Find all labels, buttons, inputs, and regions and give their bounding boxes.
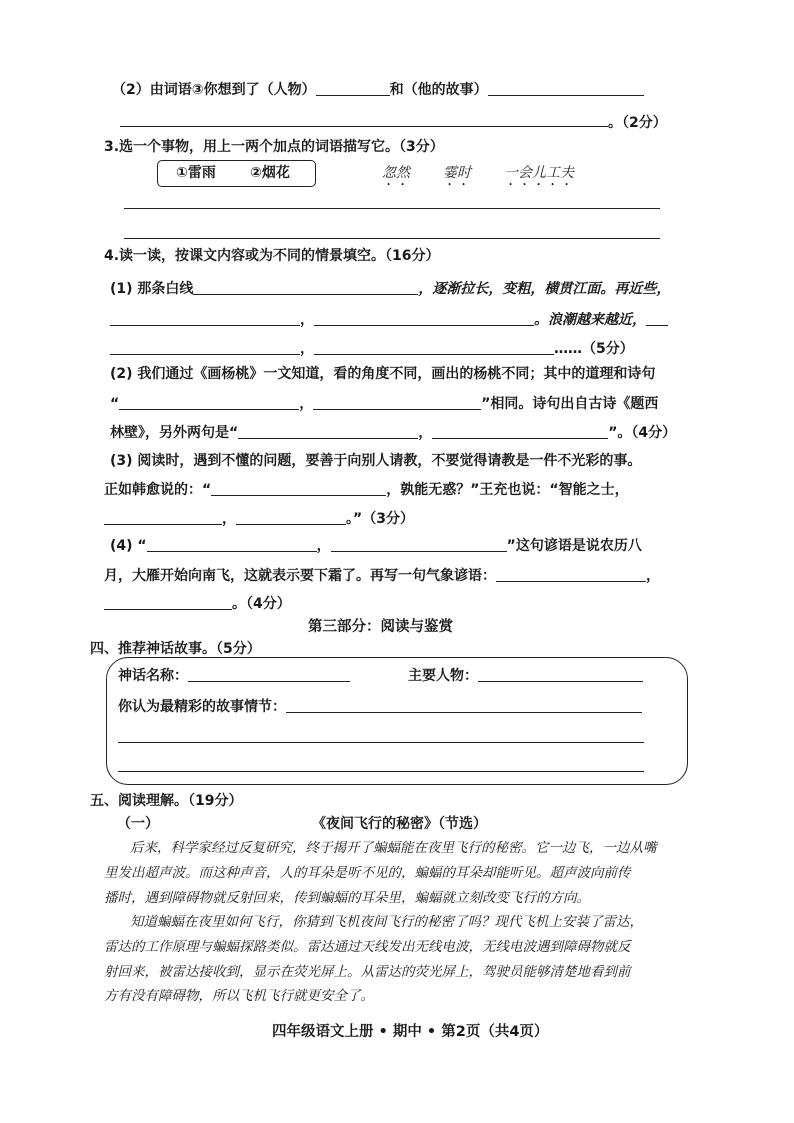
q4-1-end: ……（5分） (554, 341, 634, 357)
sec4-plot-label: 你认为最精彩的故事情节： (118, 699, 286, 715)
q3-word-1: 忽然 (382, 165, 410, 181)
q4-4-blank-d[interactable] (104, 594, 232, 610)
q4-2-blank-b[interactable] (313, 394, 481, 410)
q4-2-line3-prompt: 林壁》，另外两句是“ (110, 425, 239, 441)
sec4-char-blank[interactable] (478, 666, 643, 682)
sec4-name-row (118, 666, 350, 686)
sec4-plot-row (118, 697, 642, 717)
q4-2-line2 (110, 394, 658, 414)
passage-p2-l2: 雷达的工作原理与蝙蝠探路类似。雷达通过天线发出无线电波，无线电波遇到障碍物就反 (104, 939, 631, 955)
q4-3-line2 (104, 480, 629, 500)
q2-2-line (112, 80, 644, 100)
q3-option-1: ①雷雨 (176, 165, 216, 181)
q3-word-2: 霎时 (443, 165, 471, 181)
q4-1-blank-f[interactable] (314, 339, 554, 355)
q4-1-blank-b[interactable] (110, 310, 300, 326)
answer-blank-story[interactable] (488, 80, 644, 96)
sec4-name-blank[interactable] (188, 666, 350, 682)
q2-2-mid: 和（他的故事） (389, 82, 488, 98)
q4-4-line3 (104, 594, 291, 614)
part3-title: 第三部分：阅读与鉴赏 (308, 619, 453, 635)
q4-4-blank-c[interactable] (496, 566, 646, 582)
q4-3-prompt: 正如韩愈说的：“ (104, 482, 212, 498)
q3-answer-line-2[interactable] (124, 238, 660, 239)
sec4-char-label: 主要人物： (408, 668, 478, 684)
q4-2-tail: ”相同。诗句出自古诗《题西 (481, 396, 659, 412)
q4-3-blank-a[interactable] (211, 480, 386, 496)
q4-4-blank-a[interactable] (147, 536, 317, 552)
passage-title: 《夜间飞行的秘密》（节选） (312, 816, 487, 832)
q4-1-blank-a[interactable] (193, 279, 418, 295)
answer-blank-person[interactable] (316, 80, 390, 96)
q4-1-line1 (110, 279, 670, 299)
comma: ， (299, 396, 314, 412)
q3-option-2: ②烟花 (250, 165, 290, 181)
q4-2-end: ”。（4分） (608, 425, 677, 441)
q3-title: 3.选一个事物，用上一两个加点的词语描写它。（3分） (104, 139, 444, 155)
passage-p2-l3: 射回来，被雷达接收到，显示在荧光屏上。从雷达的荧光屏上，驾驶员能够清楚地看到前 (104, 964, 631, 980)
comma: ， (316, 538, 331, 554)
passage-p1-l1: 后来，科学家经过反复研究，终于揭开了蝙蝠能在夜里飞行的秘密。它一边飞，一边从嘴 (130, 840, 657, 856)
q4-3-end: 。”（3分） (346, 511, 414, 527)
q4-1-line3 (110, 339, 634, 359)
sec5-title: 五、阅读理解。（19分） (90, 793, 243, 809)
q4-1-line2 (110, 310, 668, 330)
q4-1-quote-mid: 。浪潮越来越近， (534, 312, 646, 328)
comma: ， (222, 511, 236, 527)
q4-4-line2-text: 月，大雁开始向南飞，这就表示要下霜了。再写一句气象谚语： (104, 568, 496, 584)
q4-3-blank-b[interactable] (104, 509, 222, 525)
q4-3-line1: (3) 阅读时，遇到不懂的问题，要善于向别人请教，不要觉得请教是一件不光彩的事。 (110, 453, 642, 469)
q4-4-line2 (104, 566, 660, 586)
q4-3-line3 (104, 509, 414, 529)
comma: ， (300, 341, 314, 357)
sec4-plot-line-3[interactable] (118, 771, 644, 772)
q4-4-line1 (110, 536, 642, 556)
passage-p1-l2: 里发出超声波。而这种声音，人的耳朵是听不见的，蝙蝠的耳朵却能听见。超声波向前传 (104, 865, 631, 881)
q3-word-3: 一会儿工夫 (504, 165, 574, 181)
sec5-sub: （一） (117, 816, 159, 832)
passage-p2-l4: 方有没有障碍物，所以飞机飞行就更安全了。 (104, 988, 374, 1004)
q4-2-line3 (110, 423, 676, 443)
q4-title: 4.读一读，按课文内容或为不同的情景填空。（16分） (104, 248, 440, 264)
q4-4-blank-b[interactable] (331, 536, 507, 552)
q4-3-blank-c[interactable] (236, 509, 346, 525)
q4-1-prompt: (1) 那条白线 (110, 281, 194, 297)
q4-1-blank-e[interactable] (110, 339, 300, 355)
comma: ， (418, 425, 433, 441)
q4-3-mid: ，孰能无惑？”王充也说：“智能之士， (386, 482, 629, 498)
comma: ， (300, 312, 314, 328)
comma: ， (646, 568, 660, 584)
q4-1-blank-c[interactable] (314, 310, 534, 326)
q4-2-blank-d[interactable] (432, 423, 608, 439)
q4-4-prompt: (4) “ (110, 538, 147, 554)
open-quote: “ (110, 396, 120, 412)
q4-1-quote: ，逐渐拉长，变粗，横贯江面。再近些， (418, 281, 671, 297)
q4-4-end: 。（4分） (232, 596, 291, 612)
q4-1-blank-d[interactable] (646, 310, 668, 326)
passage-p1-l3: 播时，遇到障碍物就反射回来，传到蝙蝠的耳朵里，蝙蝠就立刻改变飞行的方向。 (104, 890, 590, 906)
q3-answer-line-1[interactable] (124, 208, 660, 209)
answer-line-story-cont[interactable] (120, 126, 608, 127)
q4-2-blank-a[interactable] (119, 394, 299, 410)
sec4-name-label: 神话名称： (118, 668, 188, 684)
sec4-char-row (408, 666, 643, 686)
sec4-title: 四、推荐神话故事。（5分） (90, 641, 261, 657)
page-footer: 四年级语文上册 • 期中 • 第2页（共4页） (272, 1024, 549, 1040)
q4-4-tail: ”这句谚语是说农历八 (506, 538, 642, 554)
sec4-plot-blank[interactable] (286, 697, 642, 713)
q4-2-blank-c[interactable] (238, 423, 418, 439)
q2-2-end: 。（2分） (608, 115, 667, 131)
sec4-plot-line-2[interactable] (118, 742, 644, 743)
q2-2-prompt: （2）由词语③你想到了（人物） (112, 82, 316, 98)
q4-2-line1: (2) 我们通过《画杨桃》一文知道，看的角度不同，画出的杨桃不同；其中的道理和诗句 (110, 366, 656, 382)
passage-p2-l1: 知道蝙蝠在夜里如何飞行，你猜到飞机夜间飞行的秘密了吗？现代飞机上安装了雷达， (130, 914, 643, 930)
